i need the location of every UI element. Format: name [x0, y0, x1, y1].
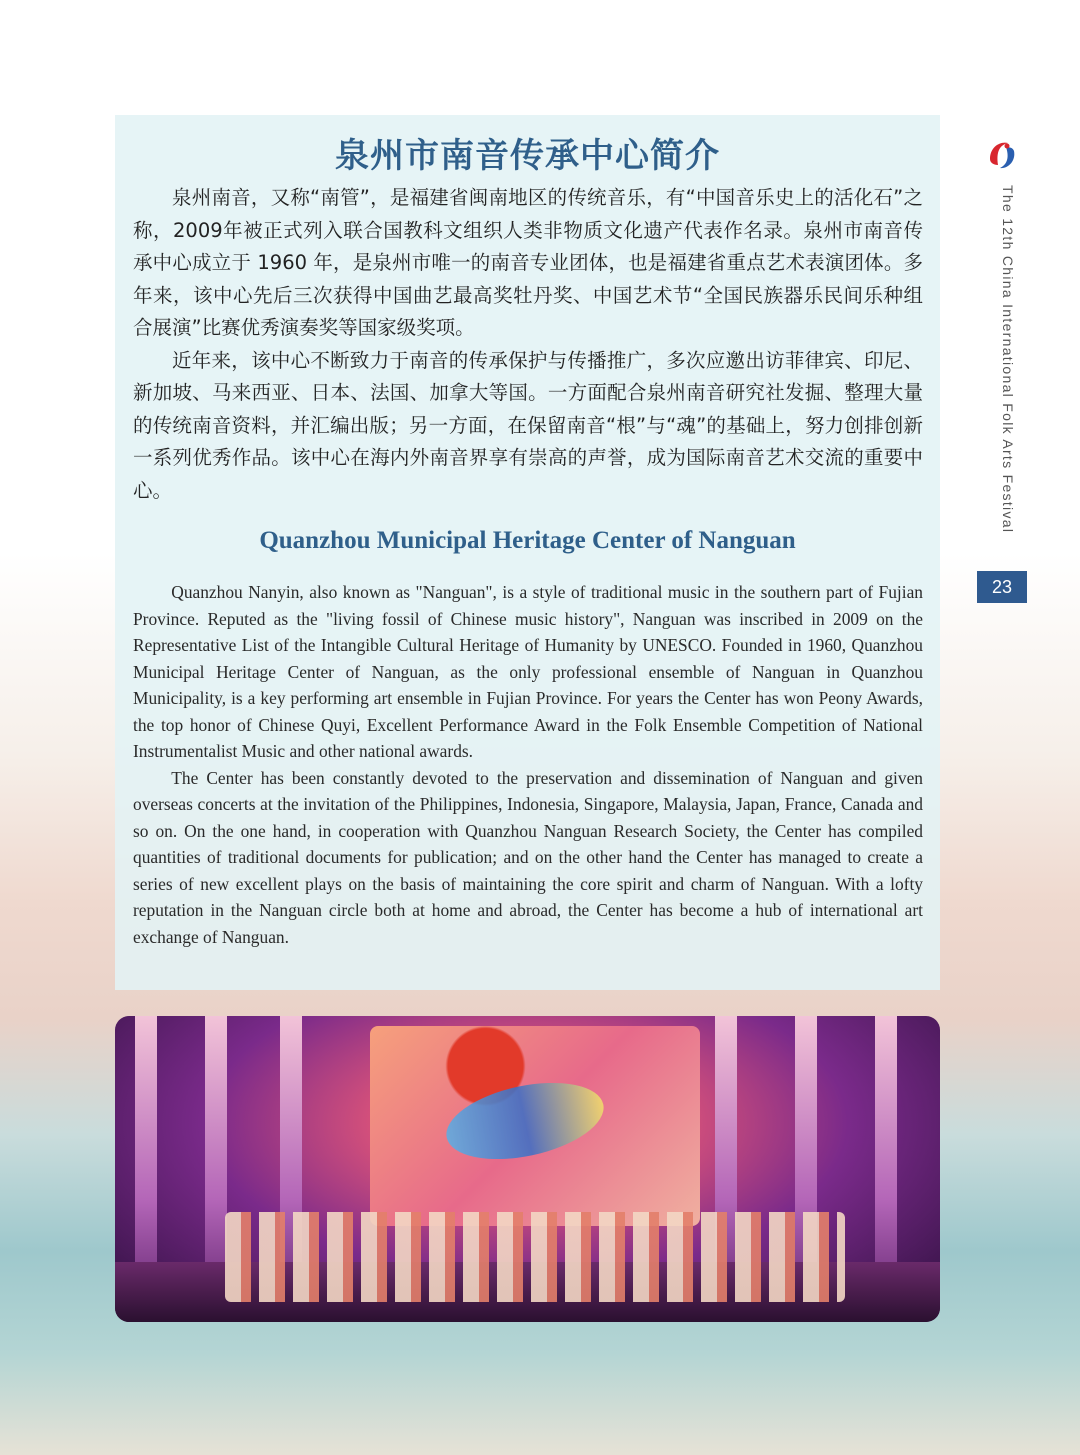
english-paragraph: The Center has been constantly devoted to the preservation and dissemination of Nanguan and given overseas concerts at the invitation of the Philippines, Indonesia, Singapore, Malaysia, Japan, France, Canada and so on. On the one hand, in cooperation with Quanzhou Nanguan Research Society, the Center has compiled quantities of traditional documents for publication; and on the other hand the Center has managed to create a series of new excellent plays on the basis of maintaining the core spirit and charm of Nanguan. With a lofty reputation in the Nanguan circle both at home and abroad, the Center has become a hub of international art exchange of Nanguan.	[133, 767, 923, 947]
english-paragraph: Quanzhou Nanyin, also known as "Nanguan", is a style of traditional music in the southern part of Fujian Province. Reputed as the "living fossil of Chinese music history", Nanguan was inscribed in 2009 on the Representative List of the Intangible Cultural Heritage of Humanity by UNESCO. Founded in 1960, Quanzhou Municipal Heritage Center of Nanguan, as the only professional ensemble of Nanguan in Quanzhou Municipality, is a key performing art ensemble in Fujian Province. For years the Center has won Peony Awards, the top honor of Chinese Quyi, Excellent Performance Award in the Folk Ensemble Competition of National Instrumentalist Music and other national awards.	[133, 582, 923, 761]
english-title: Quanzhou Municipal Heritage Center of Nanguan	[259, 527, 796, 554]
festival-name-vertical: The 12th China International Folk Arts Festival	[1000, 185, 1016, 534]
chinese-paragraph: 近年来，该中心不断致力于南音的传承保护与传播推广，多次应邀出访菲律宾、印尼、新加坡、马来西亚、日本、法国、加拿大等国。一方面配合泉州南音研究社发掘、整理大量的传统南音资料，并汇编出版；另一方面，在保留南音“根”与“魂”的基础上，努力创排创新一系列优秀作品。该中心在海内外南音界享有崇高的声誉，成为国际南音艺术交流的重要中心。	[133, 348, 923, 502]
stage-performance-photo	[115, 1016, 940, 1322]
chinese-body	[133, 182, 923, 507]
chinese-title: 泉州市南音传承中心简介	[335, 136, 720, 176]
chinese-paragraph: 泉州南音，又称“南管”，是福建省闽南地区的传统音乐，有“中国音乐史上的活化石”之称，2009年被正式列入联合国教科文组织人类非物质文化遗产代表作名录。泉州市南音传承中心成立于 1960 年，是泉州市唯一的南音专业团体，也是福建省重点艺术表演团体。多年来，该中心先后三次获得中国曲艺最高奖牡丹奖、中国艺术节“全国民族器乐民间乐种组合展演”比赛优秀演奏奖等国家级奖项。	[133, 186, 923, 339]
festival-logo-icon	[986, 139, 1018, 171]
page-number: 23	[977, 571, 1027, 603]
english-body	[133, 579, 923, 950]
performers-group	[225, 1212, 845, 1302]
